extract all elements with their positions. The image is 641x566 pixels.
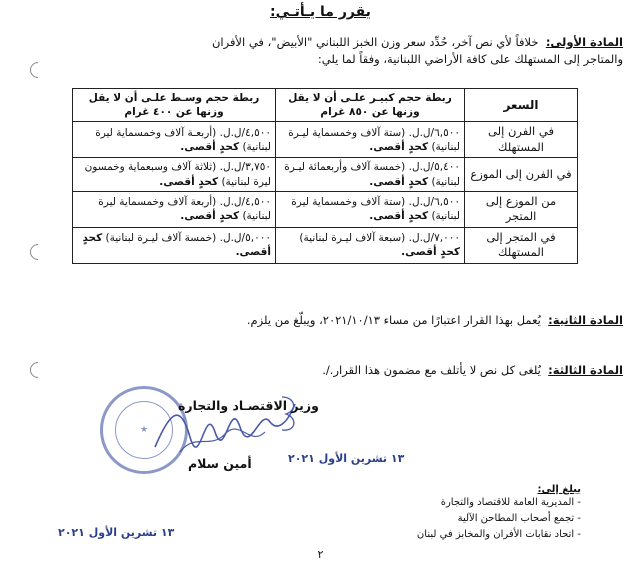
decision-heading: يقرر ما يـأتـي: [270,4,371,20]
article-3 [24,362,623,379]
table-header-row [73,89,578,122]
recipient-item: - تجمع أصحاب المطاحن الآلية [457,513,581,524]
header-large-bundle: ربطة حجم كبيـر علـى أن لا يقل وزنها عن ٨٥٠ غرام [276,89,465,122]
article-1 [24,34,623,69]
article-2-label: المادة الثانية: [548,313,623,327]
table-row [73,122,578,158]
bread-price-table [72,88,578,264]
header-price: السعر [465,89,578,122]
table-row [73,227,578,263]
minister-name: أمين سلام [188,456,252,471]
large-price-cell: ٥,٤٠٠/ل.ل. (خمسة آلاف وأربعمائة ليـرة لبنانية) كحدٍ أقصى. [276,158,465,191]
article-1-text-continued: والمتاجر إلى المستهلك على كافة الأراضي اللبنانية، وفقاً لما يلي: [317,52,623,67]
recipient-item: - المديرية العامة للاقتصاد والتجارة [440,497,581,508]
minister-title: وزير الاقتصـاد والتجارة [178,398,319,413]
seal-star-icon: ★ [139,425,149,435]
date-stamp: ١٣ تشرين الأول ٢٠٢١ [288,452,405,465]
table-row [73,158,578,191]
header-medium-bundle: ربطة حجم وسـط علـى أن لا يقل وزنها عن ٤٠٠ غرام [73,89,276,122]
article-1-label: المادة الأولى: [545,35,623,49]
recipients-title: يبلغ إلى: [537,484,581,495]
medium-price-cell: ٥,٠٠٠/ل.ل. (خمسة آلاف ليـرة لبنانية) كحدٍ أقصى. [73,227,276,263]
recipients-block [331,484,581,543]
article-2 [24,312,623,329]
large-price-cell: ٦,٥٠٠/ل.ل. (ستة آلاف وخمسماية ليـرة لبنانية) كحدٍ أقصى. [276,122,465,158]
route-cell: في الفرن إلى الموزع [465,158,578,191]
date-stamp-bottom: ١٣ تشرين الأول ٢٠٢١ [58,526,175,539]
article-3-text: يُلغى كل نص لا يأتلف مع مضمون هذا القرار./. [322,363,541,377]
recipient-item: - اتحاد نقابات الأفران والمخابز في لبنان [416,529,581,540]
route-cell: في الفرن إلى المستهلك [465,122,578,158]
large-price-cell: ٦,٥٠٠/ل.ل. (ستة آلاف وخمسماية ليرة لبنانية) كحدٍ أقصى. [276,191,465,227]
route-cell: من الموزع إلى المتجر [465,191,578,227]
table-row [73,191,578,227]
medium-price-cell: ٣,٧٥٠/ل.ل. (ثلاثة آلاف وسبعماية وخمسون ليرة لبنانية) كحدٍ أقصى. [73,158,276,191]
scan-edge-mark [27,241,50,264]
article-2-text: يُعمل بهذا القرار اعتبارًا من مساء ٢٠٢١/١٠/١٣، ويبلّغ من يلزم. [246,313,541,327]
route-cell: في المتجر إلى المستهلك [465,227,578,263]
article-3-label: المادة الثالثة: [548,363,623,377]
article-1-text: خلافاً لأي نص آخر، حُدِّد سعر وزن الخبز اللبناني "الأبيض"، في الأفران [211,35,539,49]
medium-price-cell: ٤,٥٠٠/ل.ل. (أربعة آلاف وخمسماية ليرة لبنانية) كحدٍ أقصى. [73,191,276,227]
medium-price-cell: ٤,٥٠٠/ل.ل. (أربعـة آلاف وخمسماية ليرة لبنانية) كحدٍ أقصى. [73,122,276,158]
page-number: ٢ [317,548,324,561]
large-price-cell: ٧,٠٠٠/ل.ل. (سبعة آلاف ليـرة لبنانية) كحدٍ أقصى. [276,227,465,263]
